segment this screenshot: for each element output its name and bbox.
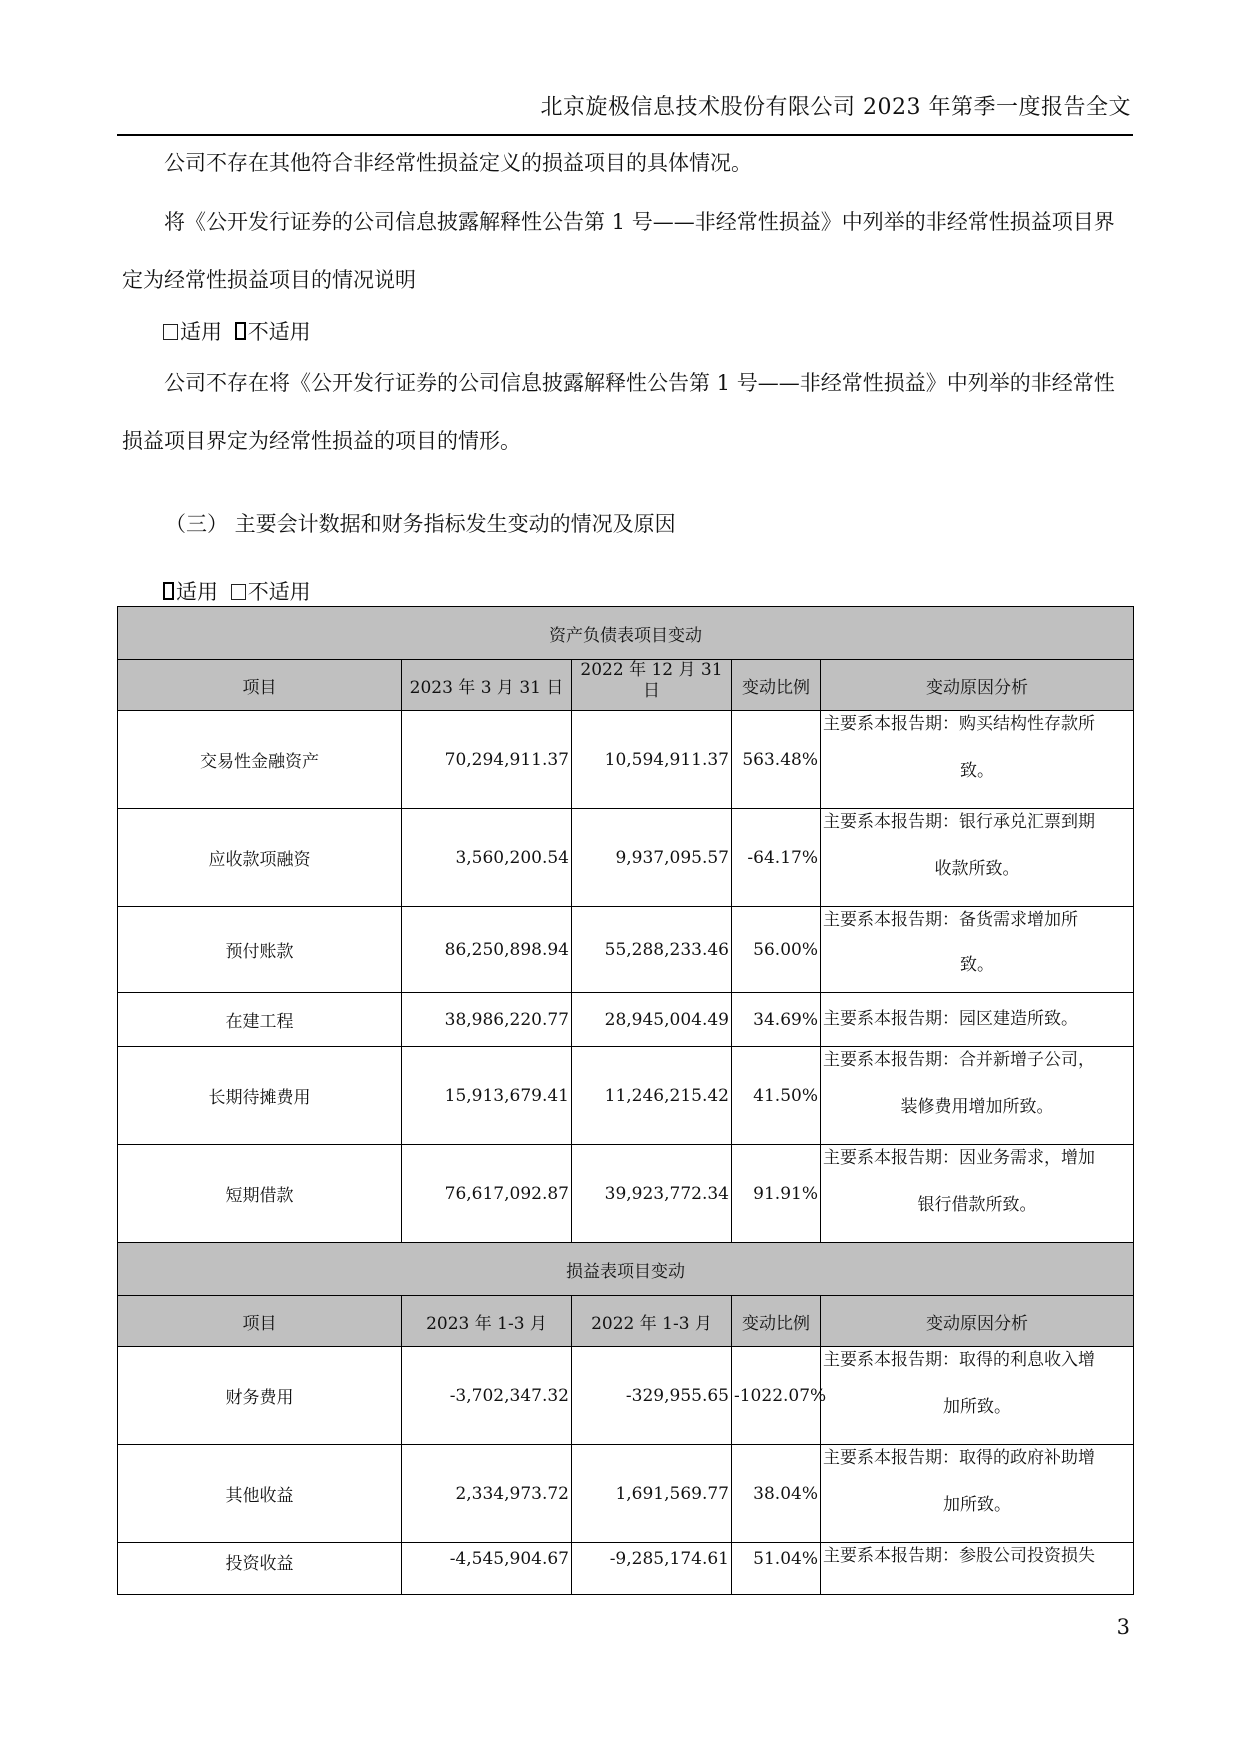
applicable-label: 适用 [180,320,222,344]
paragraph-2 [122,193,1132,309]
header-ratio: 变动比例 [732,1296,821,1347]
income-statement-header-row [118,1296,1134,1347]
header-current: 2023 年 1-3 月 [402,1296,572,1347]
not-applicable-label: 不适用 [247,320,311,344]
paragraph-1 [122,134,1132,192]
section-title: （三） 主要会计数据和财务指标发生变动的情况及原因 [165,512,676,536]
applicability-line-2 [163,576,311,606]
checkbox-applicable-icon [163,324,178,340]
reason-line-2: 收款所致。 [934,859,1020,879]
paragraph-3 [122,354,1132,470]
page-header [117,88,1133,136]
cell-previous: 39,923,772.34 [572,1145,732,1243]
applicable-label: 适用 [176,580,218,604]
cell-reason [821,907,1134,993]
reason-line-2: 加所致。 [943,1397,1012,1417]
reason-line-1: 主要系本报告期：购买结构性存款所 [823,714,1095,734]
cell-ratio: 91.91% [732,1145,821,1243]
checkbox-not-applicable-icon [231,584,246,600]
cell-previous: -329,955.65 [572,1347,732,1445]
cell-current: 38,986,220.77 [402,993,572,1047]
reason-line-2: 银行借款所致。 [917,1195,1037,1215]
paragraph-1-text: 公司不存在其他符合非经常性损益定义的损益项目的具体情况。 [164,151,752,175]
cell-current: 2,334,973.72 [402,1445,572,1543]
reason-line-2: 致。 [960,955,995,975]
reason-line-2: 致。 [960,761,995,781]
cell-current: -3,702,347.32 [402,1347,572,1445]
table-row [118,993,1134,1047]
cell-item: 其他收益 [118,1445,402,1543]
paragraph-3-text: 公司不存在将《公开发行证券的公司信息披露解释性公告第 1 号——非经常性损益》中列举的非经常性损益项目界定为经常性损益的项目的情形。 [122,371,1115,453]
cell-item: 在建工程 [118,993,402,1047]
cell-reason [821,1047,1134,1145]
cell-current: 76,617,092.87 [402,1145,572,1243]
cell-reason [821,711,1134,809]
cell-ratio: 38.04% [732,1445,821,1543]
reason-line-1: 主要系本报告期：参股公司投资损失 [823,1546,1095,1566]
reason-line-1: 主要系本报告期：备货需求增加所 [823,910,1078,930]
cell-current: -4,545,904.67 [402,1543,572,1595]
report-title: 北京旋极信息技术股份有限公司 2023 年第季一度报告全文 [540,95,1131,120]
table-row [118,1047,1134,1145]
cell-item: 短期借款 [118,1145,402,1243]
table-row [118,907,1134,993]
cell-ratio: -1022.07% [732,1347,821,1445]
cell-ratio: 34.69% [732,993,821,1047]
reason-line-1: 主要系本报告期：园区建造所致。 [823,1009,1078,1029]
reason-line-2: 装修费用增加所致。 [900,1097,1054,1117]
income-statement-banner: 损益表项目变动 [118,1243,1134,1296]
cell-item: 预付账款 [118,907,402,993]
cell-reason [821,993,1134,1047]
table-row [118,809,1134,907]
table-row [118,1445,1134,1543]
reason-line-1: 主要系本报告期：银行承兑汇票到期 [823,812,1095,832]
cell-reason [821,1145,1134,1243]
cell-item: 应收款项融资 [118,809,402,907]
not-applicable-label: 不适用 [247,580,311,604]
reason-line-1: 主要系本报告期：合并新增子公司， [823,1050,1095,1070]
balance-sheet-banner-row [118,607,1134,660]
cell-current: 86,250,898.94 [402,907,572,993]
cell-reason [821,1445,1134,1543]
header-previous: 2022 年 1-3 月 [572,1296,732,1347]
page-number: 3 [1116,1615,1130,1639]
header-current: 2023 年 3 月 31 日 [402,660,572,711]
cell-ratio: -64.17% [732,809,821,907]
cell-previous: -9,285,174.61 [572,1543,732,1595]
table-row [118,1543,1134,1595]
cell-ratio: 41.50% [732,1047,821,1145]
cell-current: 3,560,200.54 [402,809,572,907]
cell-item: 长期待摊费用 [118,1047,402,1145]
header-item: 项目 [118,1296,402,1347]
paragraph-2-text: 将《公开发行证券的公司信息披露解释性公告第 1 号——非经常性损益》中列举的非经常性损益项目界定为经常性损益项目的情况说明 [122,210,1115,292]
financial-changes-table [117,606,1134,1595]
cell-current: 15,913,679.41 [402,1047,572,1145]
reason-line-1: 主要系本报告期：取得的政府补助增 [823,1448,1095,1468]
reason-line-1: 主要系本报告期：因业务需求，增加 [823,1148,1095,1168]
cell-item: 投资收益 [118,1543,402,1595]
cell-current: 70,294,911.37 [402,711,572,809]
reason-line-1: 主要系本报告期：取得的利息收入增 [823,1350,1095,1370]
checkbox-not-applicable-icon [235,322,246,340]
cell-previous: 55,288,233.46 [572,907,732,993]
table-row [118,1347,1134,1445]
table-row [118,711,1134,809]
cell-ratio: 563.48% [732,711,821,809]
reason-line-2: 加所致。 [943,1495,1012,1515]
cell-reason [821,1347,1134,1445]
cell-ratio: 56.00% [732,907,821,993]
header-item: 项目 [118,660,402,711]
header-reason: 变动原因分析 [821,660,1134,711]
cell-reason [821,809,1134,907]
cell-item: 交易性金融资产 [118,711,402,809]
header-previous: 2022 年 12 月 31 日 [572,660,732,711]
income-statement-banner-row [118,1243,1134,1296]
cell-previous: 28,945,004.49 [572,993,732,1047]
header-ratio: 变动比例 [732,660,821,711]
cell-previous: 9,937,095.57 [572,809,732,907]
cell-previous: 11,246,215.42 [572,1047,732,1145]
checkbox-applicable-icon [163,582,174,600]
balance-sheet-header-row [118,660,1134,711]
balance-sheet-banner: 资产负债表项目变动 [118,607,1134,660]
header-reason: 变动原因分析 [821,1296,1134,1347]
cell-previous: 10,594,911.37 [572,711,732,809]
cell-item: 财务费用 [118,1347,402,1445]
cell-reason [821,1543,1134,1595]
applicability-line-1 [163,316,311,346]
cell-previous: 1,691,569.77 [572,1445,732,1543]
table-row [118,1145,1134,1243]
cell-ratio: 51.04% [732,1543,821,1595]
